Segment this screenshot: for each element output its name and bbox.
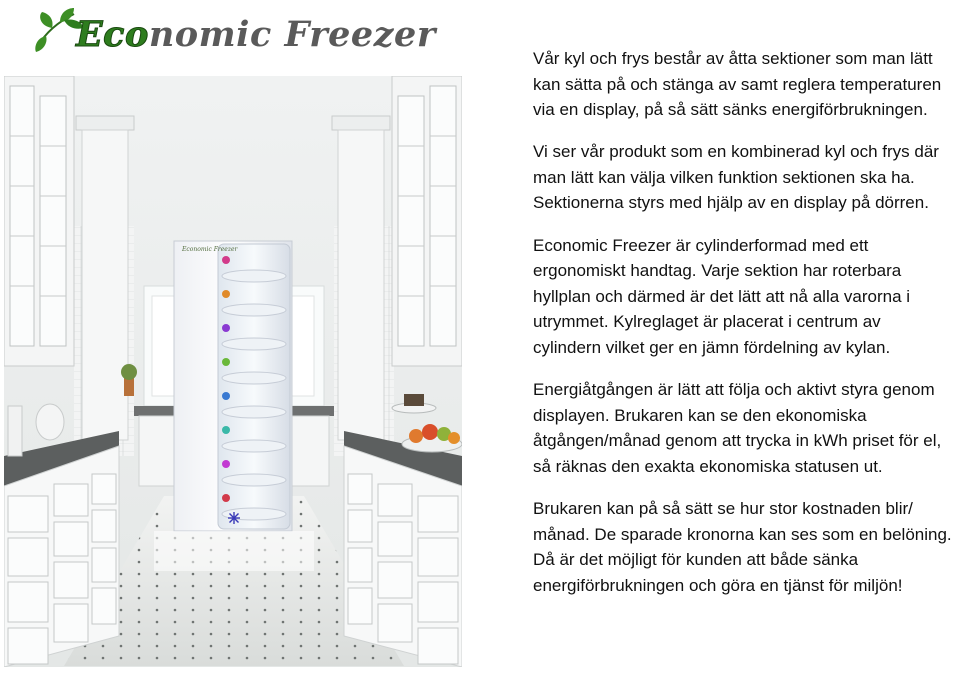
paragraph: Vi ser vår produkt som en kombinerad kyl och frys där man lätt kan välja vilken funktion sektionen ska ha. Sektionerna styrs med hjälp av en display på dörren. — [533, 142, 939, 213]
freezer-label: Economic Freezer — [182, 246, 238, 253]
kitchen-illustration — [4, 76, 462, 667]
paragraph: Vår kyl och frys består av åtta sektioner som man lätt kan sätta på och stänga av samt reglera temperaturen via en display, på så sätt sänks energiförbrukningen. — [533, 49, 942, 120]
description-text — [533, 46, 953, 615]
snowflake-icon — [228, 512, 240, 524]
paragraph: Energiåtgången är lätt att följa och aktivt styra genom displayen. Brukaren kan se den ekonomiska åtgången/månad genom att trycka in kWh priset för el, så räknas den exakta ekonomiska statusen ut. — [533, 380, 942, 476]
kitchen-photo — [4, 76, 462, 667]
logo — [34, 6, 436, 68]
logo-rest: nomic Freezer — [148, 14, 436, 55]
paragraph: Economic Freezer är cylinderformad med ett ergonomiskt handtag. Varje sektion har roterbara hyllplan och därmed är det lätt att nå alla varorna i utrymmet. Kylreglaget är placerat i centrum av cylindern vilket ger en jämn fördelning av kylan. — [533, 235, 911, 357]
freezer-cylinder — [174, 241, 292, 531]
logo-eco: Eco — [76, 14, 149, 55]
logo-wordmark — [76, 14, 436, 55]
paragraph: Brukaren kan på så sätt se hur stor kostnaden blir/ månad. De sparade kronorna kan ses som en belöning. Då är det möjligt för kunden att både sänka energiförbrukningen och göra en tjänst för miljön! — [533, 498, 952, 595]
